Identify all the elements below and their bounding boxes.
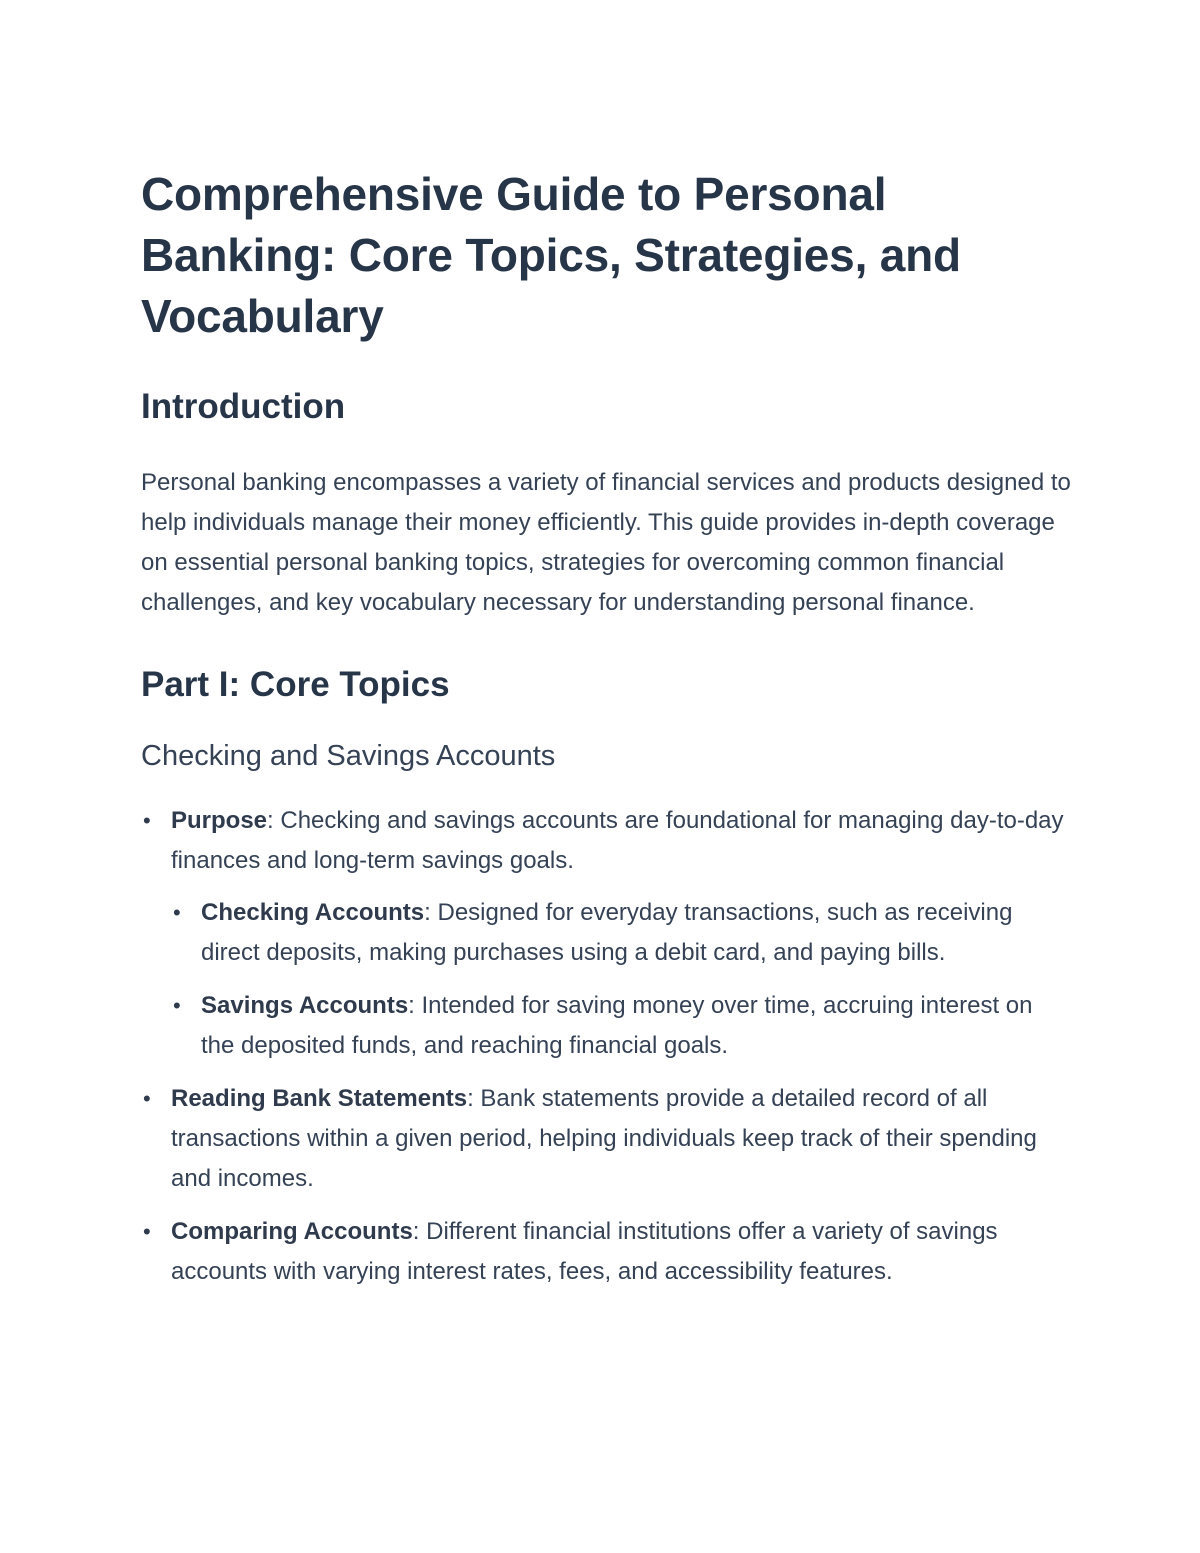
list-item-checking-accounts	[171, 893, 1071, 973]
bullet-icon: •	[143, 808, 151, 833]
term-reading-bank-statements: Reading Bank Statements	[171, 1085, 468, 1112]
account-types-sublist	[171, 893, 1071, 1066]
term-comparing-accounts: Comparing Accounts	[171, 1218, 413, 1245]
bullet-icon: •	[143, 1219, 151, 1244]
core-topics-list	[141, 801, 1071, 1292]
document-page	[141, 164, 1071, 1305]
description-checking-accounts: : Designed for everyday transactions, such as receiving direct deposits, making purchases using a debit card, and paying bills.	[201, 899, 1013, 966]
description-reading-bank-statements: : Bank statements provide a detailed record of all transactions within a given period, helping individuals keep track of their spending and incomes.	[171, 1085, 1037, 1192]
description-savings-accounts: : Intended for saving money over time, accruing interest on the deposited funds, and reaching financial goals.	[201, 992, 1033, 1059]
bullet-icon: •	[173, 900, 181, 925]
list-item-reading-bank-statements	[141, 1079, 1071, 1199]
bullet-icon: •	[173, 993, 181, 1018]
term-checking-accounts: Checking Accounts	[201, 899, 425, 926]
term-purpose: Purpose	[171, 807, 268, 834]
list-item-purpose	[141, 801, 1071, 1066]
part-one-heading: Part I: Core Topics	[141, 665, 450, 704]
term-savings-accounts: Savings Accounts	[201, 992, 409, 1019]
list-item-comparing-accounts	[141, 1212, 1071, 1292]
list-item-savings-accounts	[171, 986, 1071, 1066]
section-heading-checking-savings: Checking and Savings Accounts	[141, 740, 556, 772]
document-title: Comprehensive Guide to Personal Banking: Core Topics, Strategies, and Vocabulary	[141, 168, 961, 342]
description-comparing-accounts: : Different financial institutions offer a variety of savings accounts with varying interest rates, fees, and accessibility features.	[171, 1218, 998, 1285]
introduction-paragraph: Personal banking encompasses a variety of financial services and products designed to help individuals manage their money efficiently. This guide provides in-depth coverage on essential personal banking topics, strategies for overcoming common financial challenges, and key vocabulary necessary for understanding personal finance.	[141, 469, 1071, 616]
description-purpose: : Checking and savings accounts are foundational for managing day-to-day finances and long-term savings goals.	[171, 807, 1064, 874]
bullet-icon: •	[143, 1086, 151, 1111]
introduction-heading: Introduction	[141, 387, 346, 426]
